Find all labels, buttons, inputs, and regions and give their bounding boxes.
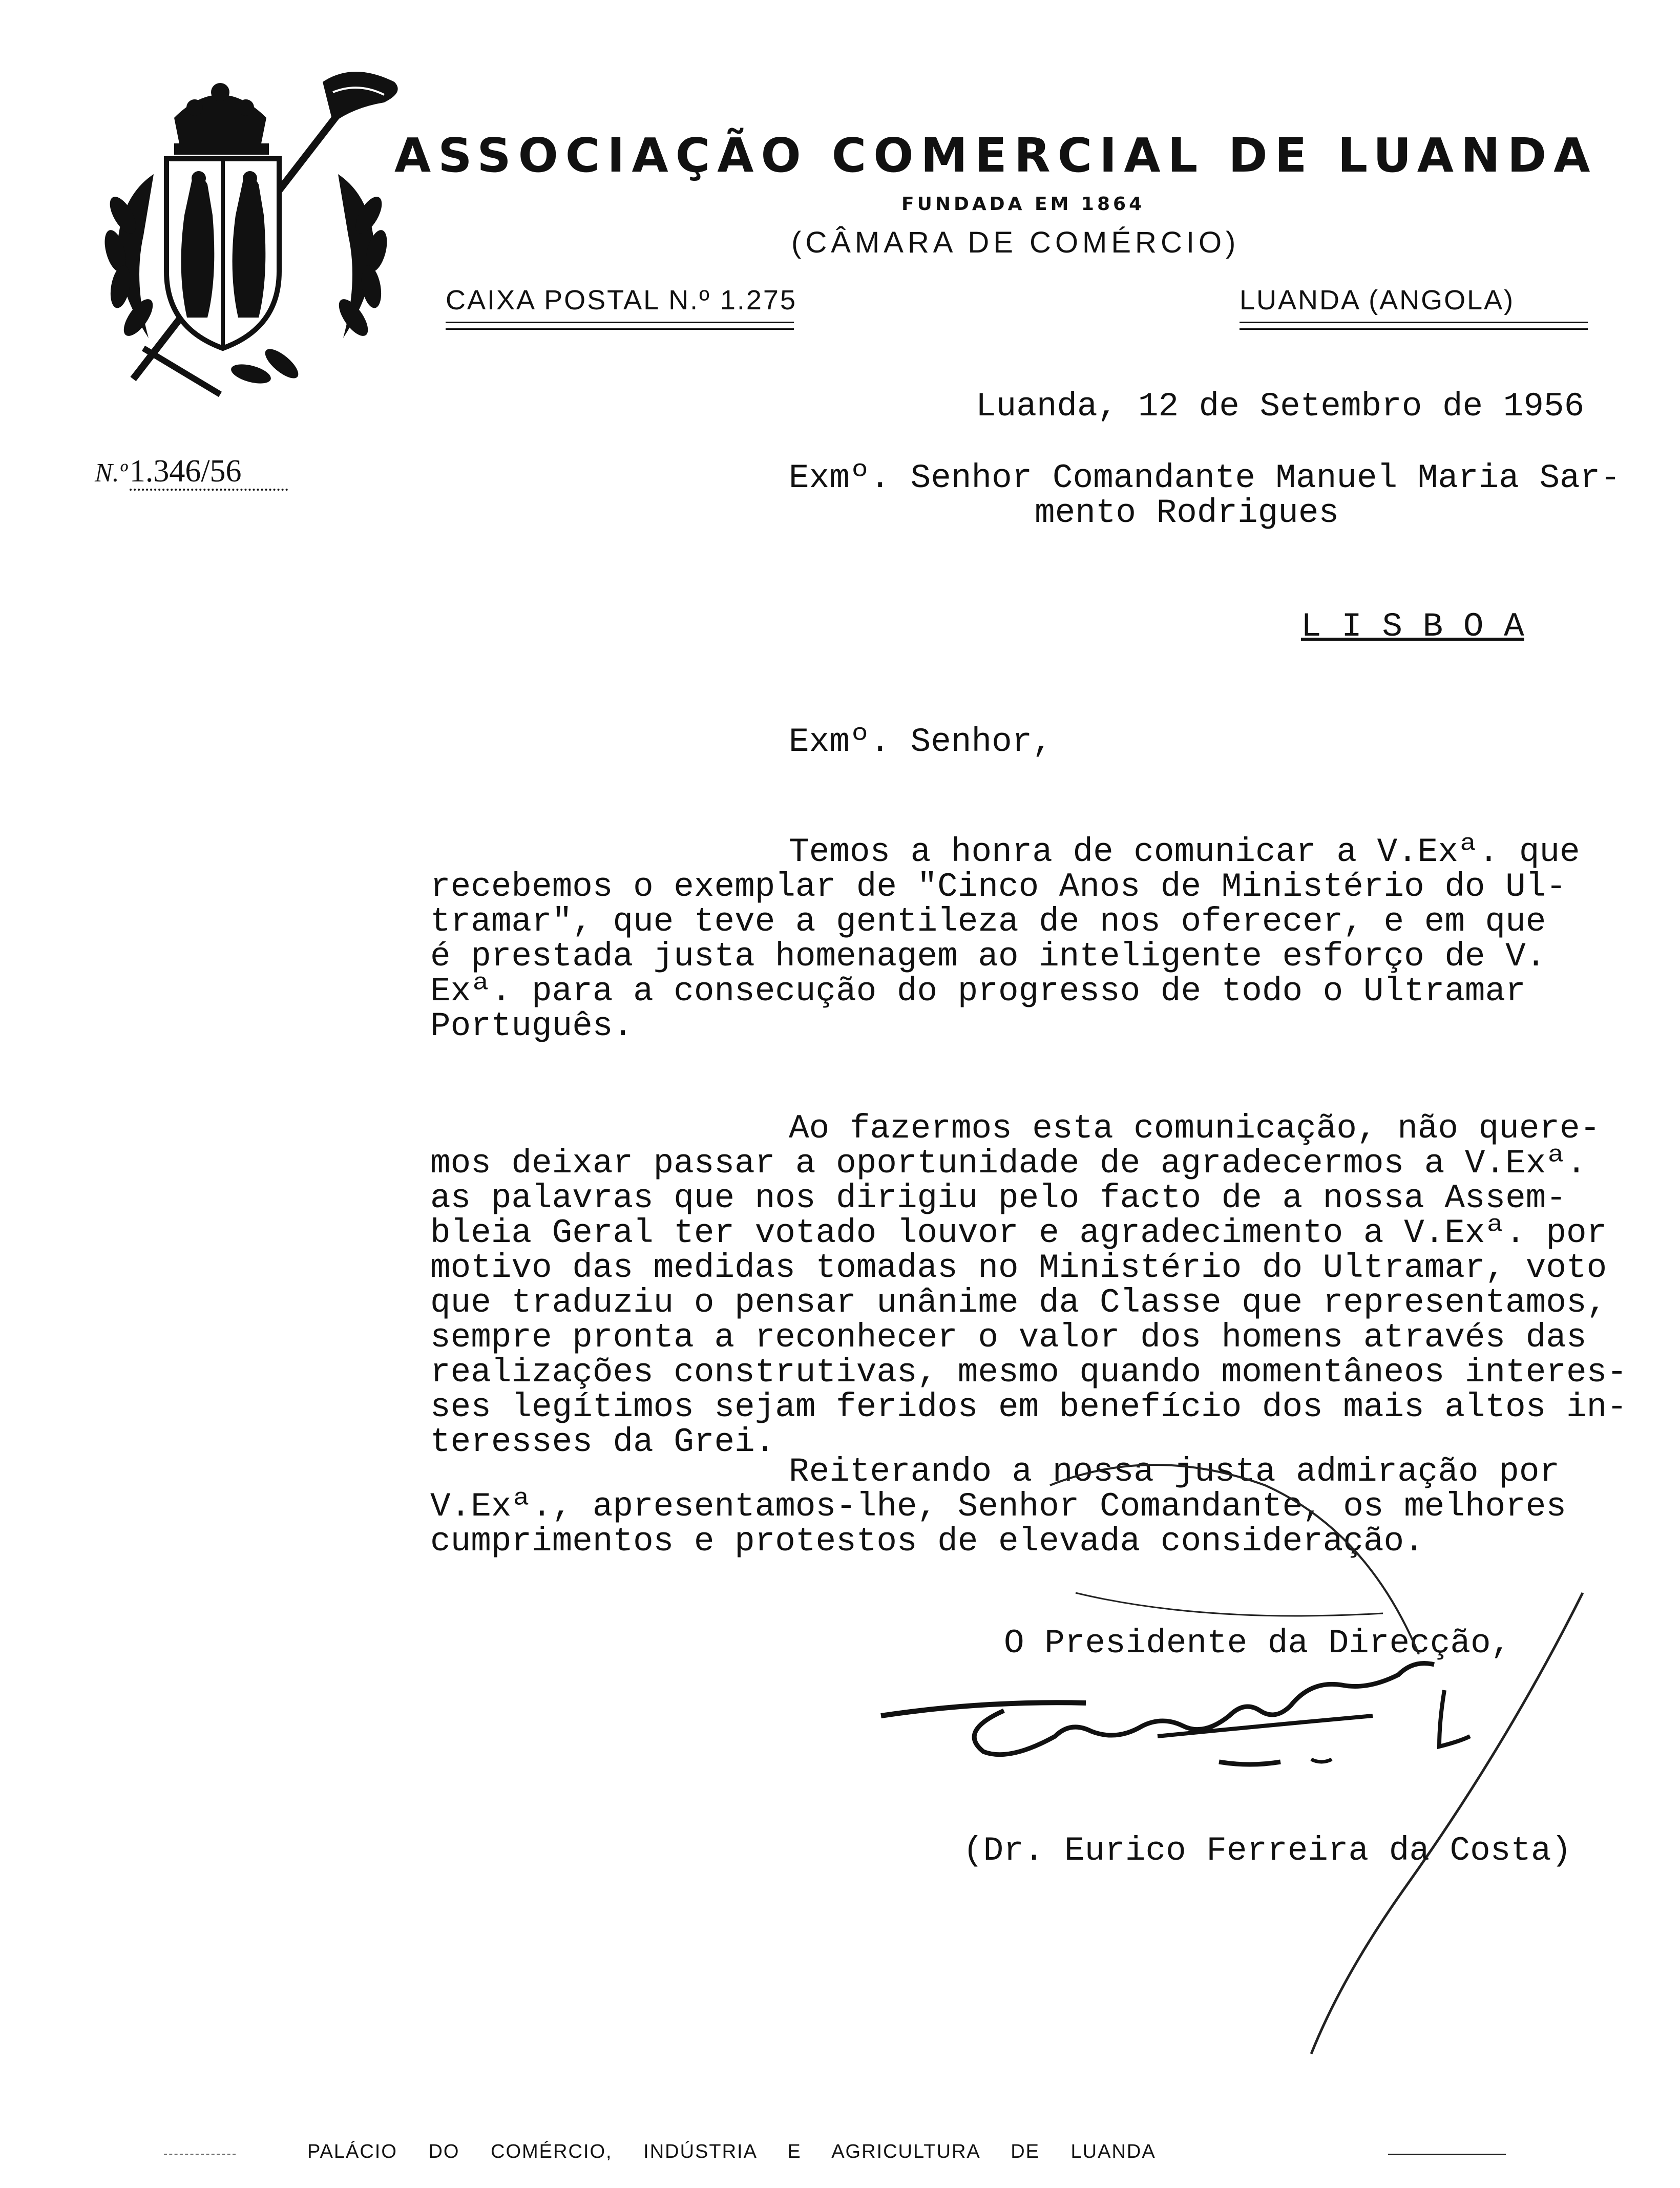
body-paragraph-2: [430, 1111, 1627, 1460]
closing: O Presidente da Direcção,: [1004, 1624, 1511, 1663]
paragraph-line: sempre pronta a reconhecer o valor dos homens através das: [430, 1318, 1587, 1357]
po-box-rule: [446, 317, 794, 330]
paragraph-line: é prestada justa homenagem ao inteligente esforço de V.: [430, 937, 1546, 976]
paragraph-line: Ao fazermos esta comunicação, não quere-: [789, 1109, 1601, 1148]
paragraph-line: Exª. para a consecução do progresso de todo o Ultramar: [430, 972, 1526, 1011]
coat-of-arms-emblem: [77, 61, 415, 399]
city-country-rule: [1240, 317, 1588, 330]
paragraph-line: motivo das medidas tomadas no Ministério do Ultramar, voto: [430, 1249, 1607, 1287]
reference-value: 1.346/56: [130, 454, 288, 491]
paragraph-line: Temos a honra de comunicar a V.Exª. que: [789, 833, 1580, 871]
paragraph-line: tramar", que teve a gentileza de nos oferecer, e em que: [430, 902, 1546, 941]
salutation: Exmº. Senhor,: [789, 723, 1053, 761]
handwritten-signature: [871, 1424, 1619, 2069]
footer-rule-left: [164, 2154, 236, 2155]
paragraph-line: V.Exª., apresentamos-lhe, Senhor Comandante, os melhores: [430, 1487, 1566, 1526]
organization-name: ASSOCIAÇÃO COMERCIAL DE LUANDA: [394, 128, 1598, 183]
reference-number: [95, 453, 288, 490]
paragraph-line: que traduziu o pensar unânime da Classe que representamos,: [430, 1284, 1607, 1322]
footer-rule-right: [1388, 2154, 1506, 2155]
destination: L I S B O A: [1301, 607, 1524, 646]
reference-prefix: N.º: [95, 458, 128, 488]
recipient-line-1: Exmº. Senhor Comandante Manuel Maria Sar-: [789, 459, 1621, 497]
city-country: LUANDA (ANGOLA): [1240, 285, 1515, 315]
paragraph-line: teresses da Grei.: [430, 1423, 775, 1461]
founded-line: FUNDADA EM 1864: [901, 194, 1145, 215]
signatory-name: (Dr. Eurico Ferreira da Costa): [963, 1832, 1572, 1870]
paragraph-line: ses legítimos sejam feridos em benefício dos mais altos in-: [430, 1388, 1627, 1426]
chamber-subtitle: (CÂMARA DE COMÉRCIO): [791, 226, 1240, 259]
letter-date: Luanda, 12 de Setembro de 1956: [976, 387, 1585, 426]
paragraph-line: cumprimentos e protestos de elevada consideração.: [430, 1522, 1424, 1561]
paragraph-line: Reiterando a nossa justa admiração por: [789, 1453, 1560, 1491]
paragraph-line: mos deixar passar a oportunidade de agradecermos a V.Exª.: [430, 1144, 1587, 1183]
paragraph-line: recebemos o exemplar de "Cinco Anos de Ministério do Ul-: [430, 868, 1566, 906]
recipient-line-2: mento Rodrigues: [1035, 494, 1339, 532]
paragraph-line: bleia Geral ter votado louvor e agradecimento a V.Exª. por: [430, 1214, 1607, 1252]
paragraph-line: as palavras que nos dirigiu pelo facto de a nossa Assem-: [430, 1179, 1566, 1217]
paragraph-line: realizações construtivas, mesmo quando momentâneos interes-: [430, 1353, 1627, 1392]
footer-address: PALÁCIO DO COMÉRCIO, INDÚSTRIA E AGRICULTURA DE LUANDA: [307, 2141, 1156, 2162]
po-box: CAIXA POSTAL N.º 1.275: [446, 285, 797, 315]
paragraph-line: Português.: [430, 1007, 634, 1045]
body-paragraph-1: [430, 835, 1580, 1044]
